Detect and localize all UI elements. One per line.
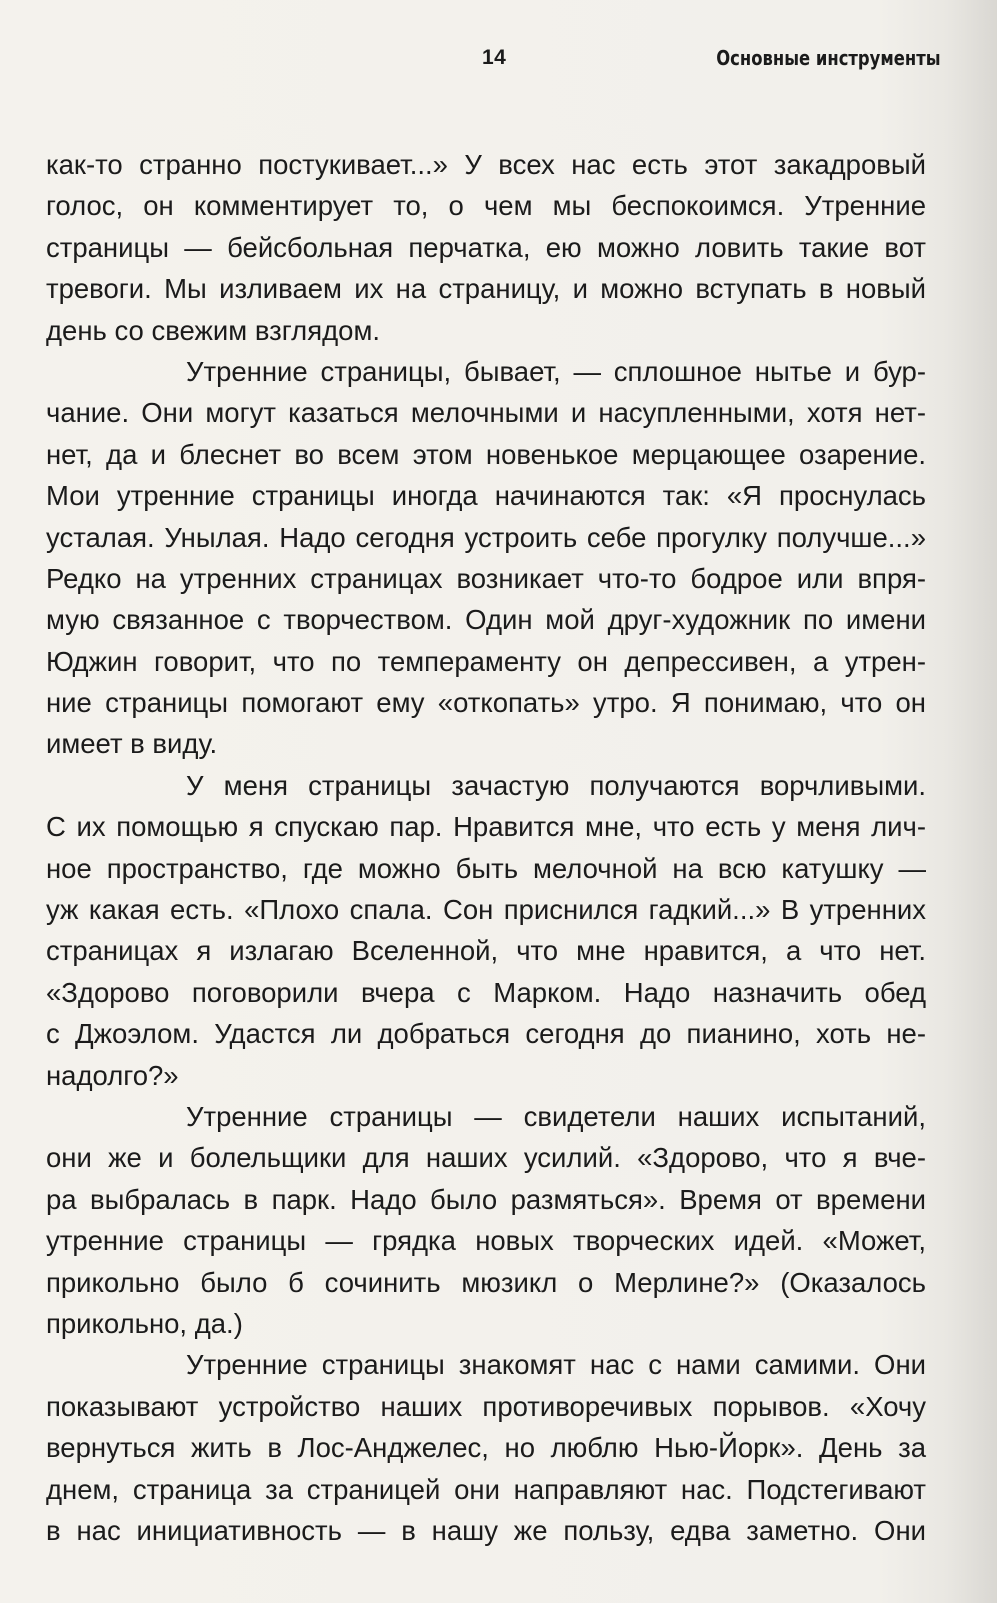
text-line: тревоги. Мы изливаем их на страницу, и можно вступать в новый bbox=[46, 273, 926, 305]
text-line: У меня страницы зачастую получаются ворчливыми. bbox=[186, 769, 926, 801]
text-line: нет, да и блеснет во всем этом новенькое мерцающее озарение. bbox=[46, 438, 926, 470]
section-title: Основные инструменты bbox=[716, 46, 941, 70]
text-line: Утренние страницы знакомят нас с нами самими. Они bbox=[186, 1349, 926, 1381]
text-line: с Джоэлом. Удастся ли добраться сегодня до пианино, хоть не- bbox=[46, 1018, 926, 1050]
running-head bbox=[0, 46, 997, 76]
text-line: в нас инициативность — в нашу же пользу, едва заметно. Они bbox=[46, 1514, 926, 1546]
text-line: Юджин говорит, что по темпераменту он депрессивен, а утрен- bbox=[46, 645, 926, 677]
text-line: С их помощью я спускаю пар. Нравится мне, что есть у меня лич- bbox=[46, 811, 926, 843]
text-line: они же и болельщики для наших усилий. «Здорово, что я вче- bbox=[46, 1142, 926, 1174]
text-line: страницах я излагаю Вселенной, что мне нравится, а что нет. bbox=[46, 935, 926, 967]
text-line: прикольно, да.) bbox=[46, 1307, 243, 1339]
text-line: Редко на утренних страницах возникает что-то бодрое или впря- bbox=[46, 562, 926, 594]
text-line: днем, страница за страницей они направляют нас. Подстегивают bbox=[46, 1473, 926, 1505]
text-line: как-то странно постукивает...» У всех нас есть этот закадровый bbox=[46, 149, 926, 180]
text-line: «Здорово поговорили вчера с Марком. Надо назначить обед bbox=[46, 976, 926, 1008]
text-line: уж какая есть. «Плохо спала. Сон приснился гадкий...» В утренних bbox=[46, 894, 926, 926]
text-line: усталая. Унылая. Надо сегодня устроить себе прогулку получше...» bbox=[46, 521, 926, 553]
text-line: день со свежим взглядом. bbox=[46, 314, 380, 346]
text-line: показывают устройство наших противоречивых порывов. «Хочу bbox=[46, 1390, 926, 1422]
text-line: Утренние страницы, бывает, — сплошное нытье и бур- bbox=[186, 355, 926, 387]
body-text bbox=[46, 144, 926, 1551]
text-line: утренние страницы — грядка новых творческих идей. «Может, bbox=[46, 1225, 926, 1257]
text-line: ние страницы помогают ему «откопать» утро. Я понимаю, что он bbox=[46, 687, 926, 719]
text-line: страницы — бейсбольная перчатка, ею можно ловить такие вот bbox=[46, 231, 926, 263]
text-line: прикольно было б сочинить мюзикл о Мерлине?» (Оказалось bbox=[46, 1266, 926, 1298]
text-line: ра выбралась в парк. Надо было размяться». Время от времени bbox=[46, 1183, 926, 1215]
text-line: голос, он комментирует то, о чем мы беспокоимся. Утренние bbox=[46, 190, 926, 222]
text-line: мую связанное с творчеством. Один мой друг-художник по имени bbox=[46, 604, 926, 636]
text-line: вернуться жить в Лос-Анджелес, но люблю Нью-Йорк». День за bbox=[46, 1432, 926, 1464]
text-line: чание. Они могут казаться мелочными и насупленными, хотя нет- bbox=[46, 397, 926, 429]
text-line: имеет в виду. bbox=[46, 728, 218, 760]
text-line: надолго?» bbox=[46, 1059, 179, 1091]
text-line: Утренние страницы — свидетели наших испытаний, bbox=[186, 1100, 926, 1132]
text-line: Мои утренние страницы иногда начинаются так: «Я проснулась bbox=[46, 480, 926, 512]
text-line: ное пространство, где можно быть мелочной на всю катушку — bbox=[46, 852, 926, 884]
page-number: 14 bbox=[482, 46, 507, 69]
